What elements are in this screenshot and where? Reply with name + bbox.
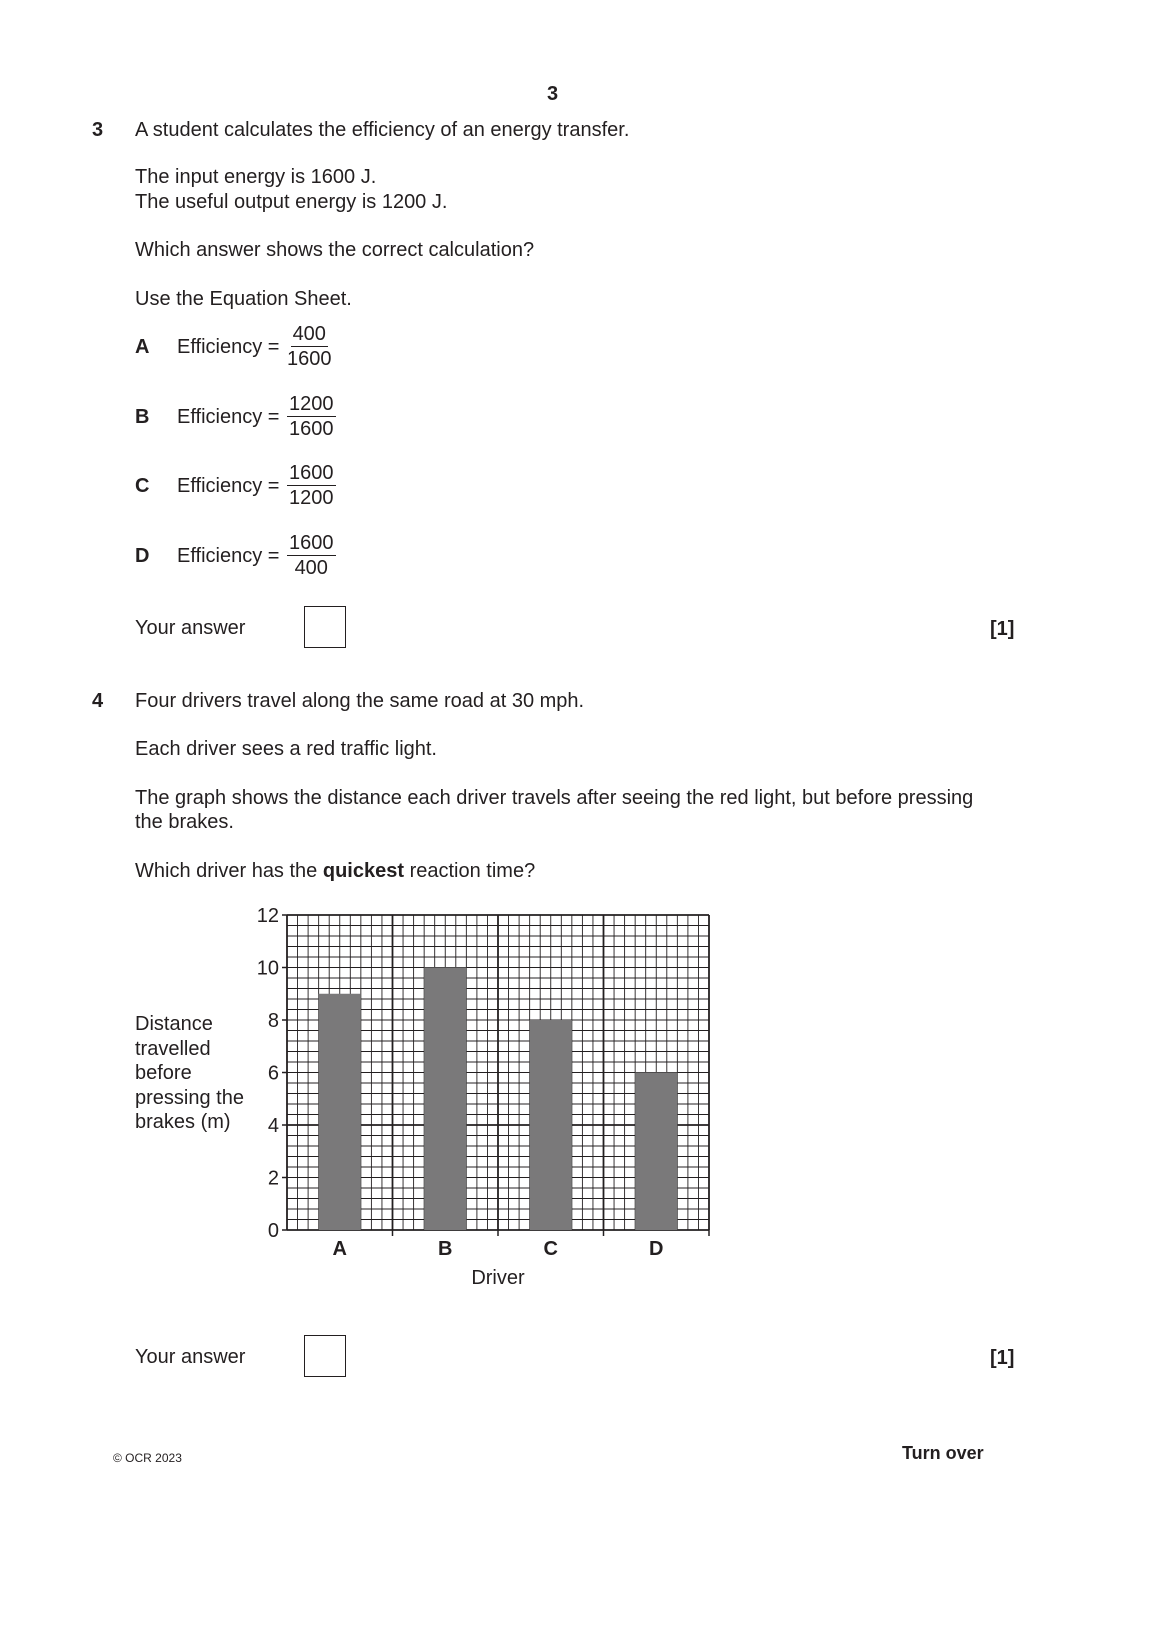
fraction-numerator: 400: [292, 323, 326, 345]
y-tick-label: 8: [267, 1010, 279, 1032]
q4-line2a: The graph shows the distance each driver travels after seeing the red light, but before pressing: [135, 787, 974, 809]
fraction-denominator: 1600: [287, 348, 332, 370]
q4-question-post: reaction time?: [404, 860, 536, 882]
y-tick-label: 6: [267, 1062, 279, 1085]
q4-answer-label: Your answer: [135, 1346, 246, 1368]
x-tick-label: B: [438, 1238, 453, 1260]
y-label-line: before: [135, 1062, 192, 1084]
y-tick-label: 2: [267, 1167, 279, 1190]
x-axis-label: Driver: [471, 1267, 525, 1289]
q3-stem: A student calculates the efficiency of an energy transfer.: [135, 119, 630, 141]
q4-stem: Four drivers travel along the same road at 30 mph.: [135, 690, 585, 712]
fraction-denominator: 400: [294, 556, 328, 579]
q4-question-pre: Which driver has the: [135, 860, 323, 882]
y-label-line: travelled: [135, 1037, 211, 1060]
x-tick-label: C: [543, 1238, 558, 1260]
y-label-line: brakes (m): [135, 1111, 231, 1133]
fraction-numerator: 1200: [289, 392, 334, 415]
option-label: Efficiency =: [177, 336, 280, 358]
bar-C: [530, 1020, 572, 1230]
option-label: Efficiency =: [177, 405, 280, 428]
q3-output-energy: The useful output energy is 1200 J.: [135, 191, 448, 213]
bar-B: [424, 968, 466, 1231]
y-tick-label: 10: [256, 957, 279, 980]
y-tick-label: 4: [267, 1115, 279, 1137]
y-label-line: pressing the: [135, 1086, 244, 1109]
bar-D: [635, 1073, 677, 1231]
q3-input-energy: The input energy is 1600 J.: [135, 166, 377, 188]
q4-question-bold: quickest: [322, 860, 405, 882]
fraction-denominator: 1200: [289, 487, 334, 509]
turn-over: Turn over: [902, 1443, 984, 1463]
fraction-numerator: 1600: [289, 531, 334, 554]
option-label: Efficiency =: [177, 544, 280, 567]
q4-answer-box[interactable]: [304, 1335, 346, 1377]
q4-line1: Each driver sees a red traffic light.: [135, 738, 437, 760]
option-label: Efficiency =: [177, 475, 280, 497]
q3-question: Which answer shows the correct calculation?: [135, 239, 535, 261]
x-tick-label: D: [649, 1238, 664, 1260]
q3-number: 3: [92, 119, 104, 141]
page-number: 3: [547, 83, 559, 105]
q3-answer-label: Your answer: [135, 617, 246, 639]
q4-line2b: the brakes.: [135, 811, 234, 833]
q3-marks: [1]: [990, 618, 1015, 640]
fraction-denominator: 1600: [289, 417, 334, 440]
bar-A: [319, 994, 361, 1230]
q3-instruction: Use the Equation Sheet.: [135, 288, 352, 310]
copyright: © OCR 2023: [113, 1451, 182, 1465]
option-letter: A: [135, 336, 150, 358]
option-letter: C: [135, 475, 150, 497]
y-tick-label: 0: [267, 1220, 279, 1242]
fraction-numerator: 1600: [289, 462, 334, 484]
q4-number: 4: [92, 690, 104, 712]
option-letter: D: [135, 544, 150, 567]
y-tick-label: 12: [256, 905, 279, 927]
q4-marks: [1]: [990, 1347, 1015, 1369]
option-letter: B: [135, 405, 150, 428]
x-tick-label: A: [332, 1238, 347, 1260]
y-label-line: Distance: [135, 1013, 213, 1035]
